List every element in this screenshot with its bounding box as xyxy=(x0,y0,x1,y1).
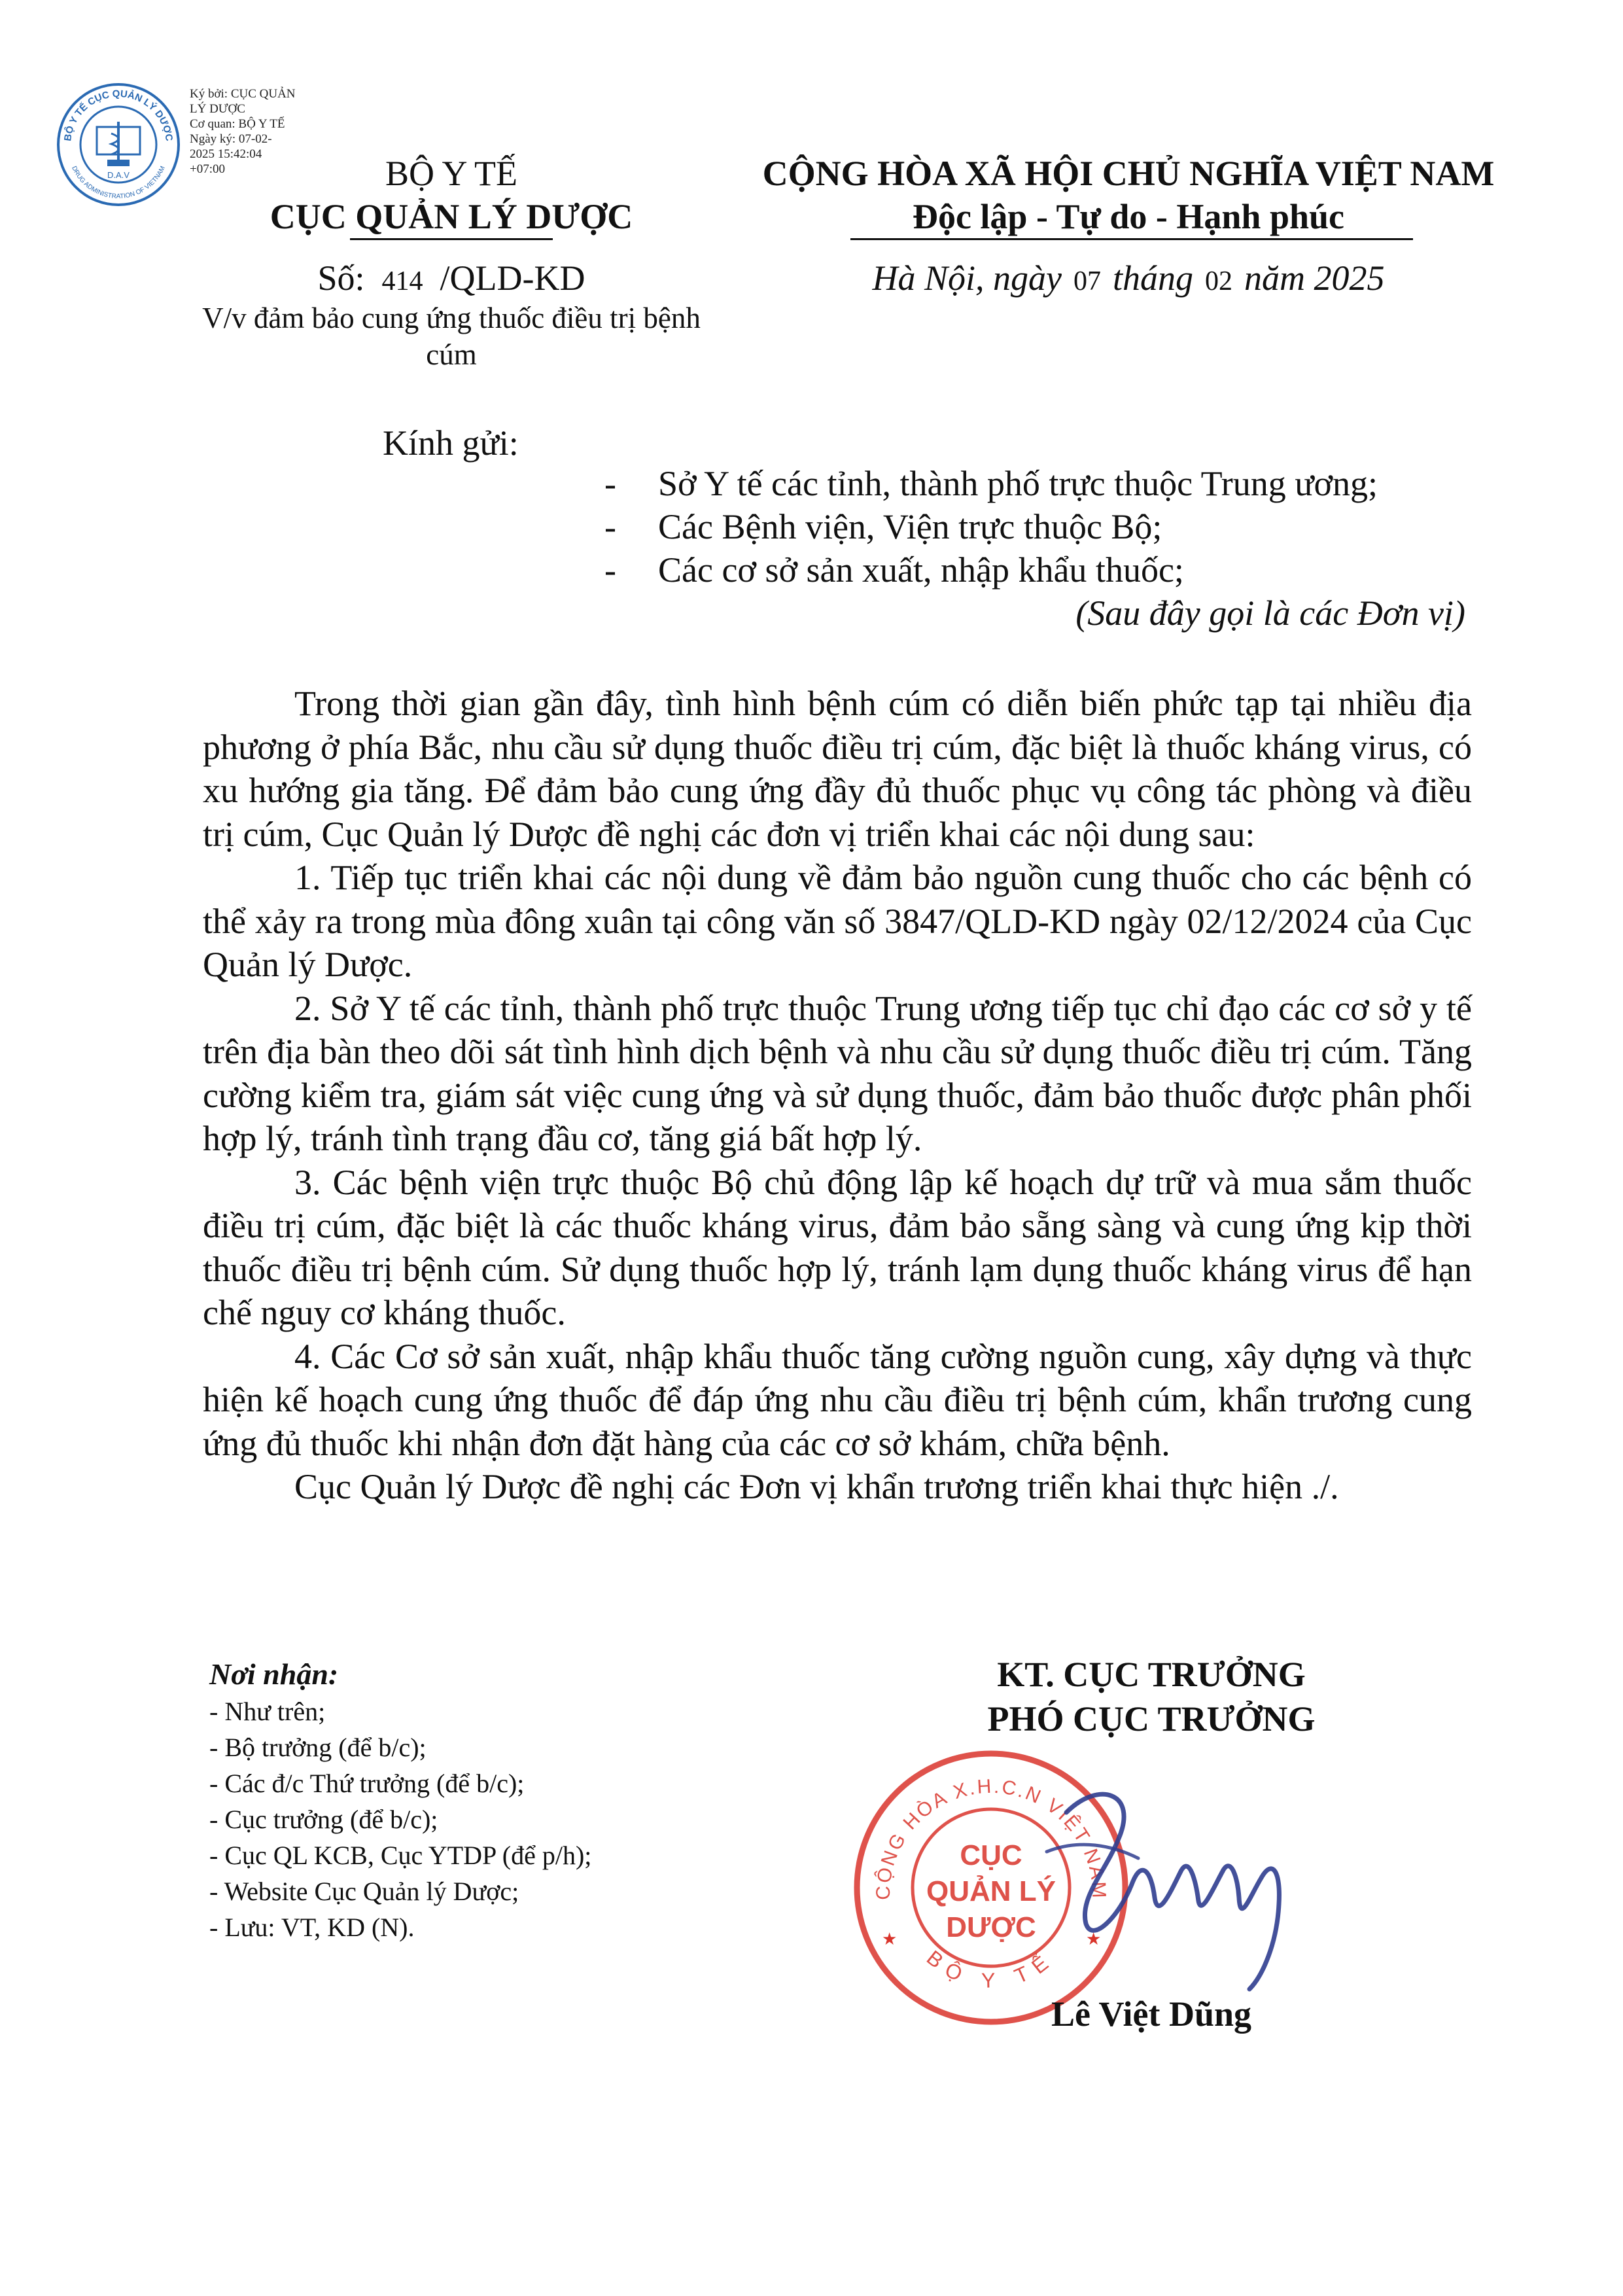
signer-title-2: PHÓ CỤC TRƯỞNG xyxy=(987,1699,1316,1739)
issuer-block xyxy=(183,152,720,238)
sig-line: LÝ DƯỢC xyxy=(190,102,245,116)
date-prefix: Hà Nội, ngày xyxy=(872,258,1062,298)
body-paragraph: 2. Sở Y tế các tỉnh, thành phố trực thuộc Trung ương tiếp tục chỉ đạo các cơ sở y tế trên địa bàn theo dõi sát tình hình dịch bệnh và nhu cầu sử dụng thuốc điều trị cúm. Tăng cường kiểm tra, giám sát việc cung ứng và sử dụng thuốc, đảm bảo thuốc được phân phối hợp lý, tránh tình trạng đầu cơ, tăng giá bất hợp lý. xyxy=(203,988,1472,1158)
distribution-item: - Các đ/c Thứ trưởng (để b/c); xyxy=(209,1769,525,1798)
recipient-text: Các Bệnh viện, Viện trực thuộc Bộ; xyxy=(658,507,1162,546)
signature-title-block xyxy=(850,1652,1452,1741)
date-month: 02 xyxy=(1205,266,1232,296)
recipient-item xyxy=(595,548,1524,592)
logo-top-text: BỘ Y TẾ CỤC QUẢN LÝ DƯỢC xyxy=(62,88,175,142)
recipient-item xyxy=(595,462,1524,505)
distribution-item: - Lưu: VT, KD (N). xyxy=(209,1913,415,1942)
document-date xyxy=(693,256,1563,303)
signer-name: Lê Việt Dũng xyxy=(1051,1994,1252,2034)
seal-center-line: QUẢN LÝ xyxy=(926,1875,1056,1907)
recipient-text: Các cơ sở sản xuất, nhập khẩu thuốc; xyxy=(658,550,1184,590)
handwritten-signature-icon xyxy=(1021,1767,1321,2002)
sig-line: 2025 15:42:04 xyxy=(190,147,262,161)
body-paragraph: 1. Tiếp tục triển khai các nội dung về đảm bảo nguồn cung thuốc cho các bệnh có thể xảy ra trong mùa đông xuân tại công văn số 3847/QLD-KD ngày 02/12/2024 của Cục Quản lý Dược. xyxy=(203,858,1472,984)
body-paragraph: Trong thời gian gần đây, tình hình bệnh cúm có diễn biến phức tạp tại nhiều địa phương ở phía Bắc, nhu cầu sử dụng thuốc điều trị cúm, đặc biệt là thuốc kháng virus, có xu hướng gia tăng. Để đảm bảo cung ứng đầy đủ thuốc phục vụ công tác phòng và điều trị cúm, Cục Quản lý Dược đề nghị các đơn vị triển khai các nội dung sau: xyxy=(203,684,1472,854)
document-subject: V/v đảm bảo cung ứng thuốc điều trị bệnh cúm xyxy=(202,302,701,371)
date-year: năm 2025 xyxy=(1244,258,1385,298)
recipient-text: Sở Y tế các tỉnh, thành phố trực thuộc Trung ương; xyxy=(658,464,1378,503)
sig-line: Ngày ký: 07-02- xyxy=(190,132,272,146)
seal-center-line: DƯỢC xyxy=(946,1911,1036,1943)
document-body xyxy=(203,682,1472,1509)
seal-ring-text: CỘNG HÒA X.H.C.N VIỆT NAM xyxy=(872,1775,1110,1901)
so-label: Số: xyxy=(317,258,365,298)
recipient-dash: - xyxy=(604,507,616,546)
distribution-item: - Cục QL KCB, Cục YTDP (để p/h); xyxy=(209,1841,592,1870)
issuer-underline xyxy=(350,238,553,240)
body-paragraph: Cục Quản lý Dược đề nghị các Đơn vị khẩn trương triển khai thực hiện ./. xyxy=(294,1467,1339,1506)
recipient-dash: - xyxy=(604,464,616,503)
distribution-item: - Website Cục Quản lý Dược; xyxy=(209,1877,519,1906)
distribution-item: - Như trên; xyxy=(209,1697,326,1726)
date-day: 07 xyxy=(1073,266,1101,296)
ministry-name: BỘ Y TẾ xyxy=(385,154,517,193)
national-title-block xyxy=(693,152,1563,238)
distribution-list xyxy=(209,1655,746,1945)
sig-line: Cơ quan: BỘ Y TẾ xyxy=(190,117,285,131)
distribution-title: Nơi nhận: xyxy=(209,1657,339,1691)
department-name: CỤC QUẢN LÝ DƯỢC xyxy=(270,197,633,236)
recipient-dash: - xyxy=(604,550,616,590)
date-month-label: tháng xyxy=(1112,258,1193,298)
document-number xyxy=(183,256,720,303)
logo-bottom-text: DRUG ADMINISTRATION OF VIETNAM xyxy=(70,165,167,201)
recipient-item xyxy=(595,505,1524,548)
sig-line: +07:00 xyxy=(190,162,225,176)
country-name: CỘNG HÒA XÃ HỘI CHỦ NGHĨA VIỆT NAM xyxy=(762,154,1495,193)
logo-abbr: D.A.V xyxy=(107,170,130,180)
distribution-item: - Bộ trưởng (để b/c); xyxy=(209,1733,427,1762)
distribution-item: - Cục trưởng (để b/c); xyxy=(209,1805,438,1834)
body-paragraph: 3. Các bệnh viện trực thuộc Bộ chủ động lập kế hoạch dự trữ và mua sắm thuốc điều trị cúm, đặc biệt là các thuốc kháng virus, đảm bảo sẵng sàng và cung ứng kịp thời thuốc điều trị bệnh cúm. Sử dụng thuốc hợp lý, tránh lạm dụng thuốc kháng virus để hạn chế nguy cơ kháng thuốc. xyxy=(203,1162,1472,1332)
recipients-label: Kính gửi: xyxy=(383,423,519,463)
recipients-note: (Sau đây gọi là các Đơn vị) xyxy=(1075,593,1465,633)
recipients-list xyxy=(595,462,1524,592)
svg-text:★: ★ xyxy=(882,1930,898,1949)
sig-line: Ký bởi: CỤC QUẢN xyxy=(190,87,296,101)
so-number: 414 xyxy=(381,266,423,296)
seal-bottom-text: BỘ Y TẾ xyxy=(922,1945,1060,1992)
seal-center-line: CỤC xyxy=(960,1839,1022,1871)
svg-text:★: ★ xyxy=(1086,1930,1102,1949)
dav-logo-icon xyxy=(56,82,181,207)
motto-underline xyxy=(850,238,1413,240)
signer-title-1: KT. CỤC TRƯỞNG xyxy=(997,1655,1306,1694)
so-suffix: /QLD-KD xyxy=(440,258,585,298)
national-motto: Độc lập - Tự do - Hạnh phúc xyxy=(912,197,1345,236)
body-paragraph: 4. Các Cơ sở sản xuất, nhập khẩu thuốc tăng cường nguồn cung, xây dựng và thực hiện kế hoạch cung ứng thuốc để đáp ứng nhu cầu điều trị bệnh cúm, khẩn trương cung ứng đủ thuốc khi nhận đơn đặt hàng của các cơ sở khám, chữa bệnh. xyxy=(203,1336,1472,1463)
